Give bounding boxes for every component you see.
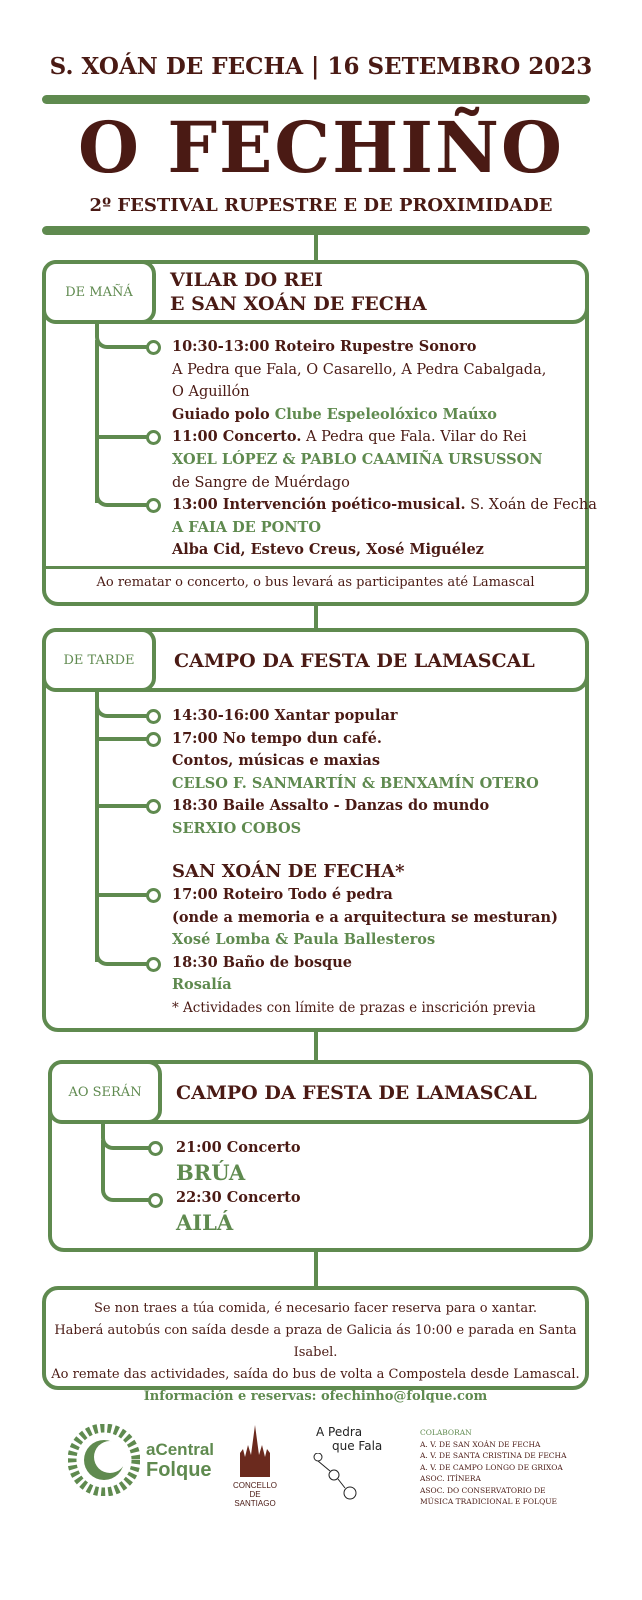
timeline-dot	[148, 1141, 163, 1156]
contact-email[interactable]: Información e reservas: ofechinho@folque.com	[143, 1389, 488, 1404]
morning-schedule	[172, 336, 597, 562]
collaborator: ASOC. DO CONSERVATORIO DE	[420, 1485, 546, 1495]
event-title: 18:30 Baño de bosque	[172, 953, 352, 971]
info-box	[42, 1286, 589, 1404]
artist: A FAIA DE PONTO	[172, 518, 321, 536]
cathedral-icon	[230, 1425, 280, 1477]
timeline-branch	[95, 488, 150, 507]
afternoon-heading: CAMPO DA FESTA DE LAMASCAL	[174, 650, 535, 672]
info-line: Se non traes a túa comida, é necesario facer reserva para o xantar.	[93, 1301, 538, 1316]
guides: Xosé Lomba & Paula Ballesteros	[172, 931, 436, 949]
timeline-dot	[146, 498, 161, 513]
event-title: 17:00 Roteiro Todo é pedra	[172, 886, 393, 903]
logo-text: SANTIAGO	[234, 1499, 276, 1508]
festival-title: O FECHIÑO	[78, 106, 564, 189]
event-detail: (onde a memoria e a arquitectura se mesturan)	[172, 908, 558, 926]
evening-schedule	[176, 1137, 301, 1237]
event-title: 11:00 Concerto.	[172, 428, 302, 446]
collaborator: A. V. DE SANTA CRISTINA DE FECHA	[420, 1451, 567, 1460]
collaborators	[420, 1427, 567, 1508]
info-line: Ao remate das actividades, saída do bus de volta a Compostela desde Lamascal.	[51, 1367, 580, 1382]
artist: BRÚA	[176, 1160, 246, 1185]
morning-heading	[170, 268, 427, 316]
evening-heading: CAMPO DA FESTA DE LAMASCAL	[176, 1082, 537, 1104]
artist: XOEL LÓPEZ & PABLO CAAMIÑA URSUSSON	[172, 450, 543, 468]
timeline-dot	[146, 799, 161, 814]
heading-line: E SAN XOÁN DE FECHA	[170, 293, 427, 315]
event-title: 13:00 Intervención poético-musical.	[172, 496, 466, 514]
event-title: 21:00 Concerto	[176, 1139, 301, 1156]
event-detail: A Pedra que Fala. Vilar do Rei	[301, 429, 527, 446]
event-detail: S. Xoán de Fecha	[465, 497, 597, 514]
guide: Rosalía	[172, 976, 232, 994]
afternoon-label: DE TARDE	[42, 628, 156, 692]
timeline	[95, 690, 150, 718]
collab-title: COLABORAN	[420, 1428, 472, 1437]
event-title: 14:30-16:00 Xantar popular	[172, 707, 398, 724]
timeline-branch	[95, 948, 150, 966]
logo-text: Folque	[146, 1459, 212, 1481]
event-detail: Guiado polo	[172, 405, 275, 423]
info-line: Haberá autobús con saída desde a praza de Galicia ás 10:00 e parada en Santa Isabel.	[54, 1323, 577, 1360]
timeline-dot	[146, 709, 161, 724]
evening-label: AO SERÁN	[48, 1060, 162, 1124]
a-pedra-que-fala-logo	[310, 1425, 382, 1506]
logo-text: aCentral	[146, 1440, 215, 1459]
morning-note: Ao rematar o concerto, o bus levará as participantes até Lamascal	[96, 575, 535, 590]
morning-label: DE MAÑÁ	[42, 260, 156, 324]
connector	[314, 1030, 318, 1064]
timeline-dot	[146, 732, 161, 747]
heading-line: VILAR DO REI	[170, 269, 323, 291]
event-detail: Contos, músicas e maxias	[172, 752, 381, 770]
acentral-folque-logo	[68, 1424, 140, 1500]
logo-text: A Pedra	[316, 1425, 363, 1439]
collaborator: MÚSICA TRADICIONAL E FOLQUE	[420, 1497, 558, 1506]
collaborator: A. V. DE SAN XOÁN DE FECHA	[420, 1439, 541, 1449]
timeline-dot	[146, 430, 161, 445]
concentric-circles-icon	[310, 1453, 370, 1503]
timeline-branch	[95, 893, 150, 897]
divider	[42, 95, 590, 104]
place-date: S. XOÁN DE FECHA | 16 SETEMBRO 2023	[49, 53, 593, 80]
event-title: 17:00 No tempo dun café.	[172, 729, 382, 747]
footnote: * Actividades con límite de prazas e inscrición previa	[172, 999, 536, 1016]
collaborator: A. V. DE CAMPO LONGO DE GRIXOA	[420, 1462, 563, 1472]
timeline-branch	[95, 737, 150, 741]
timeline	[101, 1140, 151, 1202]
event-title: 22:30 Concerto	[176, 1189, 301, 1206]
guide-name: Clube Espeleolóxico Maúxo	[274, 405, 497, 423]
event-title: 18:30 Baile Assalto - Danzas do mundo	[172, 797, 490, 815]
event-detail: A Pedra que Fala, O Casarello, A Pedra Cabalgada,	[172, 361, 547, 378]
afternoon-schedule-2	[172, 884, 558, 1020]
concello-santiago-logo	[230, 1425, 280, 1508]
afternoon-subheading: SAN XOÁN DE FECHA*	[172, 861, 405, 882]
sun-moon-icon	[68, 1424, 140, 1496]
afternoon-schedule	[172, 705, 539, 841]
festival-subtitle: 2º FESTIVAL RUPESTRE E DE PROXIMIDADE	[89, 195, 553, 216]
logo-text: que Fala	[332, 1439, 383, 1453]
connector	[314, 1250, 318, 1290]
artist: CELSO F. SANMARTÍN & BENXAMÍN OTERO	[172, 774, 539, 792]
acentral-folque-text	[146, 1440, 214, 1480]
timeline	[95, 322, 150, 349]
collaborator: ASOC. ITÍNERA	[420, 1474, 481, 1483]
divider	[46, 566, 585, 569]
timeline-dot	[148, 1193, 163, 1208]
timeline-branch	[95, 420, 150, 439]
timeline-dot	[146, 957, 161, 972]
event-detail: O Aguillón	[172, 384, 250, 401]
artist: SERXIO COBOS	[172, 819, 302, 837]
timeline-dot	[146, 340, 161, 355]
event-detail: de Sangre de Muérdago	[172, 474, 350, 491]
timeline-dot	[146, 888, 161, 903]
artist: AILÁ	[176, 1210, 234, 1235]
logo-text: CONCELLO DE	[232, 1481, 277, 1499]
event-title: 10:30-13:00 Roteiro Rupestre Sonoro	[172, 338, 477, 355]
performers: Alba Cid, Estevo Creus, Xosé Miguélez	[172, 541, 484, 559]
timeline-branch	[95, 804, 150, 808]
